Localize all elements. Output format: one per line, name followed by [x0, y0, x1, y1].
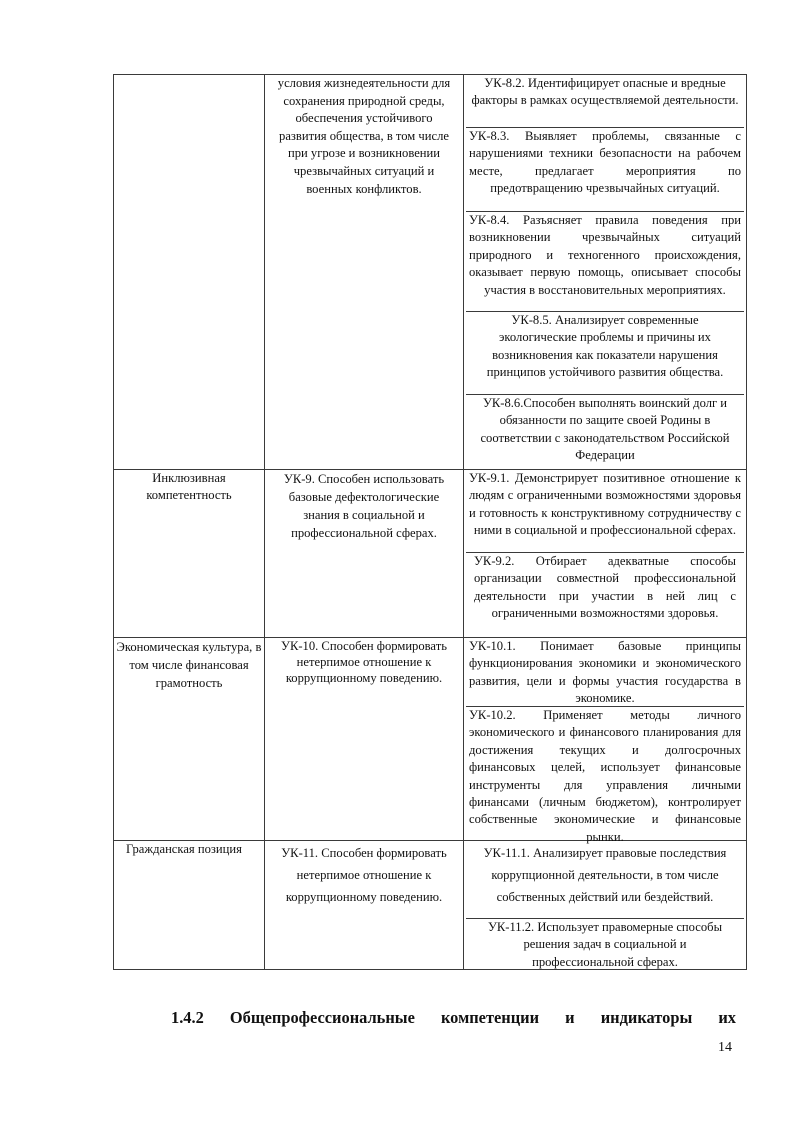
category-cell: [114, 75, 265, 470]
heading-word: и: [565, 1008, 575, 1027]
indicator-item: УК-8.4. Разъясняет правила поведения при возникновении чрезвычайных ситуаций природного и техногенного происхождения, оказывает первую помощь, описывает способы участия в восстановительных мероприятиях.: [466, 212, 744, 312]
competence-cell: УК-11. Способен формировать нетерпимое отношение к коррупционному поведению.: [265, 841, 464, 970]
competence-cell: УК-9. Способен использовать базовые дефектологические знания в социальной и профессиональной сферах.: [265, 470, 464, 638]
indicator-item: УК-8.5. Анализирует современные экологические проблемы и причины их возникновения как показатели нарушения принципов устойчивого развития общества.: [466, 312, 744, 395]
indicator-item: УК-11.2. Использует правомерные способы решения задач в социальной и профессиональной сферах.: [487, 920, 723, 969]
indicator-item: УК-9.2. Отбирает адекватные способы организации совместной профессиональной деятельности при участии в ней лиц с ограниченными возможностями здоровья.: [474, 554, 736, 621]
indicator-item: УК-8.6.Способен выполнять воинский долг и обязанности по защите своей Родины в соответствии с законодательством Российской Федерации: [480, 396, 730, 463]
indicators-cell: [464, 75, 747, 470]
indicator-item: УК-10.2. Применяет методы личного экономического и финансового планирования для достижения текущих и долгосрочных финансовых целей, использует финансовые инструменты для управления личными финансами (личным бюджетом), контролирует собственные экономические и финансовые рынки.: [469, 708, 741, 844]
competencies-table: [113, 74, 747, 970]
indicators-cell: [464, 638, 747, 844]
competence-cell: УК-10. Способен формировать нетерпимое отношение к коррупционному поведению.: [265, 638, 464, 841]
category-cell: Инклюзивная компетентность: [114, 470, 265, 638]
section-heading: [171, 1008, 736, 1028]
category-cell: Экономическая культура, в том числе финансовая грамотность: [114, 638, 265, 841]
heading-word: 1.4.2: [171, 1008, 204, 1027]
heading-word: Общепрофессиональные: [229, 1008, 415, 1027]
indicator-item: УК-9.1. Демонстрирует позитивное отношение к людям с ограниченными возможностями здоровья и готовность к конструктивному сотрудничеству с ними в социальной и профессиональной сферах.: [466, 470, 744, 553]
indicator-item: УК-8.3. Выявляет проблемы, связанные с нарушениями техники безопасности на рабочем месте, предлагает мероприятия по предотвращению чрезвычайных ситуаций.: [466, 128, 744, 212]
table-row: [114, 841, 747, 970]
competence-cell: условия жизнедеятельности для сохранения природной среды, обеспечения устойчивого развития общества, в том числе при угрозе и возникновении чрезвычайных ситуаций и военных конфликтов.: [265, 75, 464, 470]
indicator-item: УК-8.2. Идентифицирует опасные и вредные факторы в рамках осуществляемой деятельности.: [466, 75, 744, 128]
table-row: [114, 470, 747, 638]
table-row: [114, 75, 747, 470]
indicator-item: УК-10.1. Понимает базовые принципы функционирования экономики и экономического развития, цели и формы участия государства в экономике.: [466, 638, 744, 707]
indicators-cell: [464, 841, 747, 970]
category-cell: Гражданская позиция: [114, 841, 265, 970]
indicators-cell: [464, 470, 747, 638]
heading-word: их: [718, 1008, 736, 1027]
heading-word: компетенции: [440, 1008, 540, 1027]
indicator-item: УК-11.1. Анализирует правовые последствия коррупционной деятельности, в том числе собственных действий или бездействий.: [466, 841, 744, 919]
heading-word: индикаторы: [600, 1008, 693, 1027]
page-number: 14: [718, 1040, 732, 1055]
table-row: [114, 638, 747, 841]
